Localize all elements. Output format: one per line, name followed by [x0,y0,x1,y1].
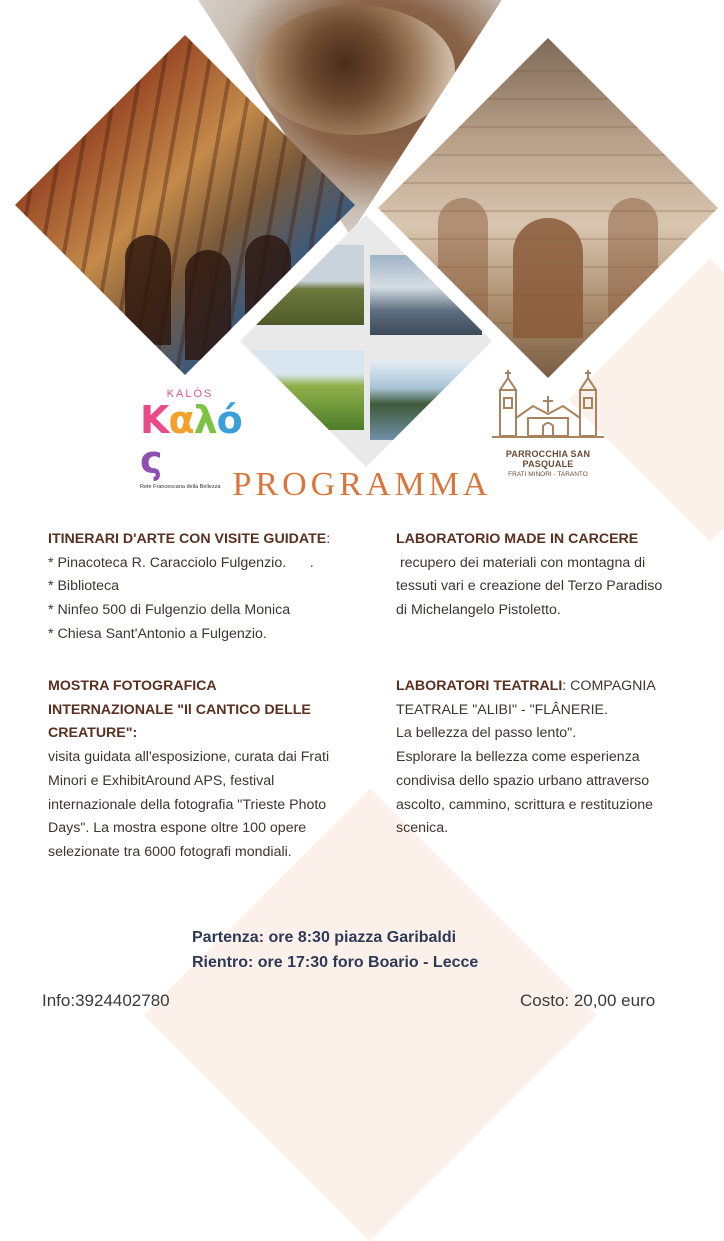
kalos-letter: α [168,398,194,442]
kalos-small-text: KALÒS [166,388,214,400]
bread-loaf-image [255,5,455,135]
partenza-text: Partenza: ore 8:30 piazza Garibaldi [192,929,457,946]
kalos-letter: λ [193,398,217,442]
teatrali-heading-rest: : COMPAGNIA [562,678,656,694]
cost-text: Costo: 20,00 euro [520,991,656,1010]
departure-info [192,925,478,975]
arch-shape [185,250,231,360]
page-title: PROGRAMMA [232,466,492,503]
itinerari-heading-colon: : [326,531,331,547]
mostra-heading: CREATURE": [48,725,138,742]
kalos-letter: ς [140,438,162,482]
list-item: * Pinacoteca R. Caracciolo Fulgenzio. . [48,554,314,571]
teatrali-heading: LABORATORI TEATRALI [396,678,563,694]
arch-shape [608,198,658,318]
list-item: * Ninfeo 500 di Fulgenzio della Monica [48,602,291,619]
teatrali-text: condivisa dello spazio urbano attraverso [396,772,650,789]
itinerari-heading: ITINERARI D'ARTE CON VISITE GUIDATE [48,531,327,547]
kalos-letter: K [140,398,169,442]
parish-logo [483,368,613,478]
laboratorio-carcere-text: recupero dei materiali con montagna di [396,554,646,571]
list-item: * Biblioteca [48,578,119,595]
arch-shape [125,235,171,345]
laboratorio-carcere-text: di Michelangelo Pistoletto. [396,602,561,619]
mostra-text: Days". La mostra espone oltre 100 opere [48,820,307,837]
laboratorio-carcere-section [396,528,662,623]
landscape-photo [252,350,364,430]
teatrali-section [396,675,656,841]
laboratorio-carcere-text: tessuti vari e creazione del Terzo Paradiso [396,578,663,595]
teatrali-text: ascolto, cammino, scrittura e restituzione [396,796,654,813]
mostra-section [48,675,329,865]
mostra-text: selezionate tra 6000 fotografi mondiali. [48,843,292,860]
parish-name: PARROCCHIA SAN PASQUALE [505,449,591,469]
laboratorio-carcere-heading: LABORATORIO MADE IN CARCERE [396,531,639,547]
mostra-text: visita guidata all'esposizione, curata dai Frati [48,749,330,766]
parish-subtitle: FRATI MINORI - TARANTO [508,471,588,478]
mostra-text: Minori e ExhibitAround APS, festival [48,772,275,789]
itinerari-section [48,528,330,647]
arch-shape [513,218,583,338]
kalos-subtitle: Rete Francescana della Bellezza [140,484,221,490]
teatrali-text: scenica. [396,820,449,837]
info-phone: Info:3924402780 [42,991,170,1010]
landscape-photo [370,360,482,440]
teatrali-text: TEATRALE "ALIBI" - "FLÂNERIE. [396,701,608,718]
mostra-heading: MOSTRA FOTOGRAFICA [48,678,217,694]
teatrali-text: La bellezza del passo lento". [396,725,577,742]
mostra-text: internazionale della fotografia "Trieste Photo [48,796,327,813]
church-icon [488,368,608,440]
rientro-text: Rientro: ore 17:30 foro Boario - Lecce [192,954,479,971]
kalos-letter: ό [216,398,242,442]
teatrali-text: Esplorare la bellezza come esperienza [396,749,640,766]
list-item: * Chiesa Sant'Antonio a Fulgenzio. [48,625,267,642]
mostra-heading: INTERNAZIONALE "Il CANTICO DELLE [48,701,311,718]
